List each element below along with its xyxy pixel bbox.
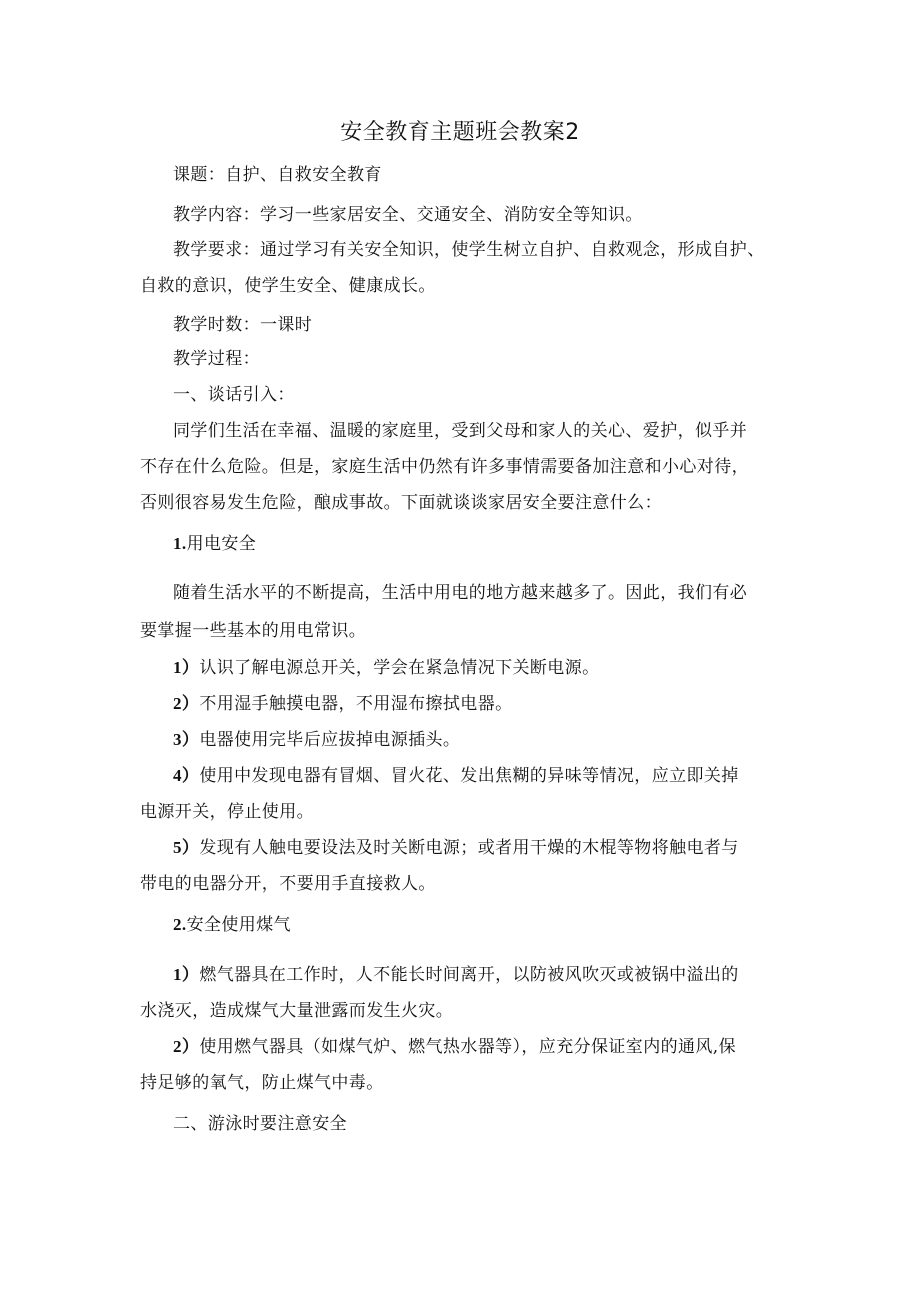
marker: 2.	[173, 915, 187, 934]
list-item-text: 认识了解电源总开关，学会在紧急情况下关断电源。	[199, 658, 600, 678]
marker: 4）	[173, 766, 200, 785]
marker: 1）	[173, 658, 200, 677]
subheading-text: 用电安全	[186, 534, 257, 554]
paragraph-electricity-2: 要掌握一些基本的用电常识。	[140, 621, 367, 641]
paragraph-hours: 教学时数：一课时	[173, 315, 313, 335]
paragraph-topic: 课题：自护、自救安全教育	[173, 165, 382, 185]
list-item	[173, 1035, 736, 1059]
list-item-text: 不用湿手触摸电器，不用湿布擦拭电器。	[199, 694, 513, 714]
document-title: 安全教育主题班会教案2	[340, 120, 580, 145]
marker: 1）	[173, 965, 200, 984]
section-heading-intro: 一、谈话引入：	[173, 385, 295, 405]
marker: 3）	[173, 730, 200, 749]
paragraph-intro-3: 否则很容易发生危险，酿成事故。下面就谈谈家居安全要注意什么：	[140, 493, 662, 513]
paragraph-content: 教学内容：学习一些家居安全、交通安全、消防安全等知识。	[173, 205, 643, 225]
paragraph-requirements: 教学要求：通过学习有关安全知识，使学生树立自护、自救观念，形成自护、	[173, 240, 765, 260]
list-item	[173, 728, 460, 752]
list-item-cont: 持足够的氧气，防止煤气中毒。	[140, 1073, 384, 1093]
list-item-text: 发现有人触电要设法及时关断电源；或者用干燥的木棍等物将触电者与	[199, 838, 739, 858]
list-item	[173, 764, 739, 788]
list-item	[173, 656, 600, 680]
marker: 2）	[173, 694, 200, 713]
list-item-cont: 水浇灭，造成煤气大量泄露而发生火灾。	[140, 1001, 454, 1021]
list-item-text: 燃气器具在工作时，人不能长时间离开，以防被风吹灭或被锅中溢出的	[199, 965, 739, 985]
marker: 5）	[173, 838, 200, 857]
list-item	[173, 692, 513, 716]
list-item	[173, 963, 739, 987]
subheading-gas	[173, 913, 291, 937]
marker: 2）	[173, 1037, 200, 1056]
marker: 1.	[173, 534, 187, 553]
list-item	[173, 836, 739, 860]
subheading-electricity	[173, 532, 256, 556]
paragraph-requirements-cont: 自救的意识，使学生安全、健康成长。	[140, 276, 436, 296]
list-item-text: 使用燃气器具（如煤气炉、燃气热水器等），应充分保证室内的通风,保	[199, 1037, 737, 1057]
paragraph-process: 教学过程：	[173, 349, 260, 369]
section-heading-swimming: 二、游泳时要注意安全	[173, 1114, 347, 1134]
list-item-text: 使用中发现电器有冒烟、冒火花、发出焦糊的异味等情况，应立即关掉	[199, 766, 739, 786]
paragraph-intro-2: 不存在什么危险。但是，家庭生活中仍然有许多事情需要备加注意和小心对待，	[140, 457, 749, 477]
list-item-cont: 带电的电器分开，不要用手直接救人。	[140, 874, 436, 894]
subheading-text: 安全使用煤气	[186, 915, 291, 935]
list-item-cont: 电源开关，停止使用。	[140, 802, 314, 822]
list-item-text: 电器使用完毕后应拔掉电源插头。	[199, 730, 461, 750]
paragraph-electricity-1: 随着生活水平的不断提高，生活中用电的地方越来越多了。因此，我们有必	[173, 583, 748, 603]
paragraph-intro-1: 同学们生活在幸福、温暖的家庭里，受到父母和家人的关心、爱护，似乎并	[173, 421, 748, 441]
